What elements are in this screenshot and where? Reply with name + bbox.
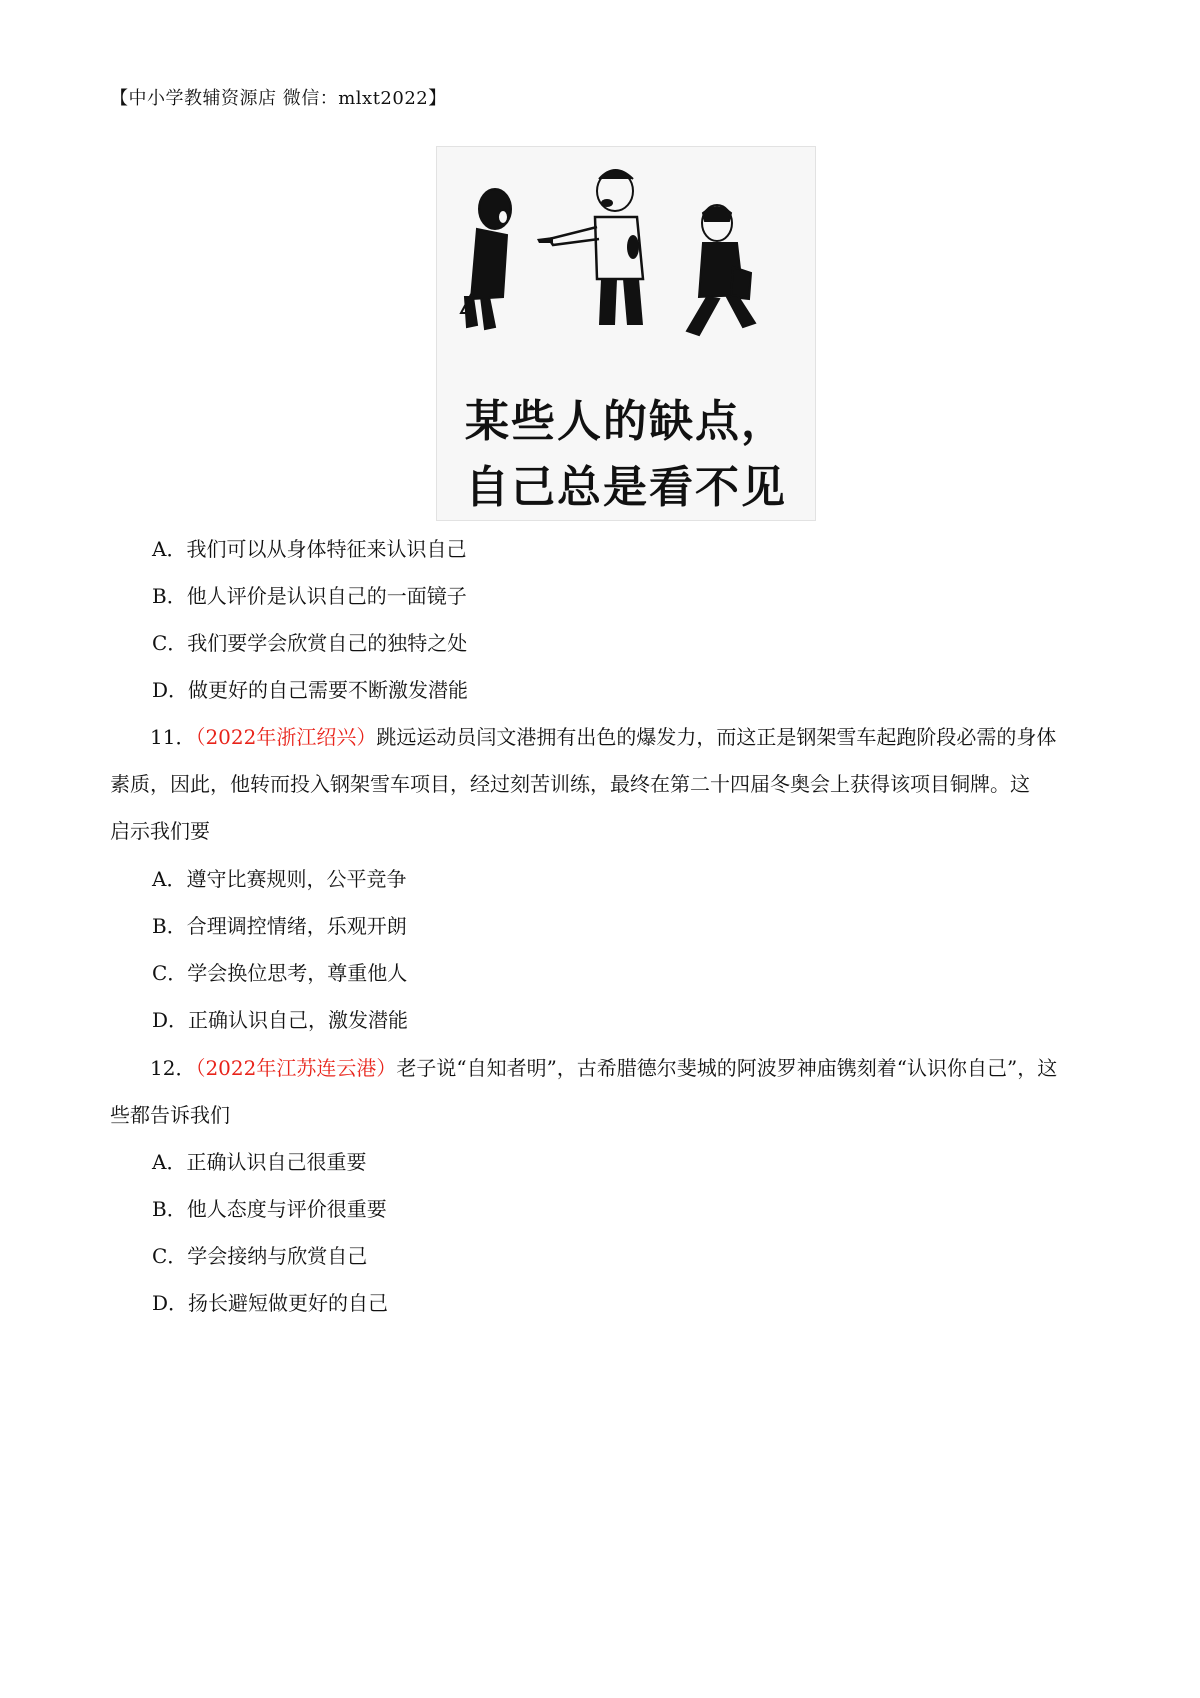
q11-option-b: B．合理调控情绪，乐观开朗 — [152, 914, 407, 938]
q12-option-d: D．扬长避短做更好的自己 — [152, 1291, 389, 1315]
q11-option-c: C．学会换位思考，尊重他人 — [152, 961, 408, 985]
q11-line3: 启示我们要 — [110, 819, 210, 843]
q10-option-d: D．做更好的自己需要不断激发潜能 — [152, 678, 469, 702]
left-figure — [461, 189, 511, 329]
q12-option-c: C．学会接纳与欣赏自己 — [152, 1244, 368, 1268]
q10-option-a: A．我们可以从身体特征来认识自己 — [152, 537, 467, 561]
cartoon-caption-line2: 自己总是看不见 — [465, 462, 787, 513]
q12-text-line1: 老子说“自知者明”，古希腊德尔斐城的阿波罗神庙镌刻着“认识你自己”，这 — [396, 1056, 1058, 1080]
q11-number: 11． — [150, 725, 196, 749]
cartoon-illustration — [436, 146, 816, 521]
q11-line1 — [150, 724, 1056, 750]
q11-source: （2022年浙江绍兴） — [195, 725, 377, 749]
q11-line2: 素质，因此，他转而投入钢架雪车项目，经过刻苦训练，最终在第二十四届冬奥会上获得该项目铜牌。这 — [110, 772, 1030, 796]
q11-text-line1: 跳远运动员闫文港拥有出色的爆发力，而这正是钢架雪车起跑阶段必需的身体 — [376, 725, 1057, 749]
q12-number: 12． — [150, 1056, 196, 1080]
q12-option-a: A．正确认识自己很重要 — [152, 1150, 367, 1174]
q10-option-b: B．他人评价是认识自己的一面镜子 — [152, 584, 467, 608]
cartoon-caption-line1: 某些人的缺点， — [465, 396, 787, 447]
right-figure — [687, 205, 755, 335]
q10-option-c: C．我们要学会欣赏自己的独特之处 — [152, 631, 468, 655]
q12-line2: 些都告诉我们 — [110, 1103, 230, 1127]
q12-option-b: B．他人态度与评价很重要 — [152, 1197, 387, 1221]
page-header: 【中小学教辅资源店 微信：mlxt2022】 — [110, 88, 447, 109]
q12-line1 — [150, 1055, 1057, 1081]
middle-figure — [537, 170, 643, 325]
cartoon-figures — [437, 147, 817, 387]
q11-option-a: A．遵守比赛规则，公平竞争 — [152, 867, 407, 891]
q11-option-d: D．正确认识自己，激发潜能 — [152, 1008, 409, 1032]
q12-source: （2022年江苏连云港） — [195, 1056, 397, 1080]
